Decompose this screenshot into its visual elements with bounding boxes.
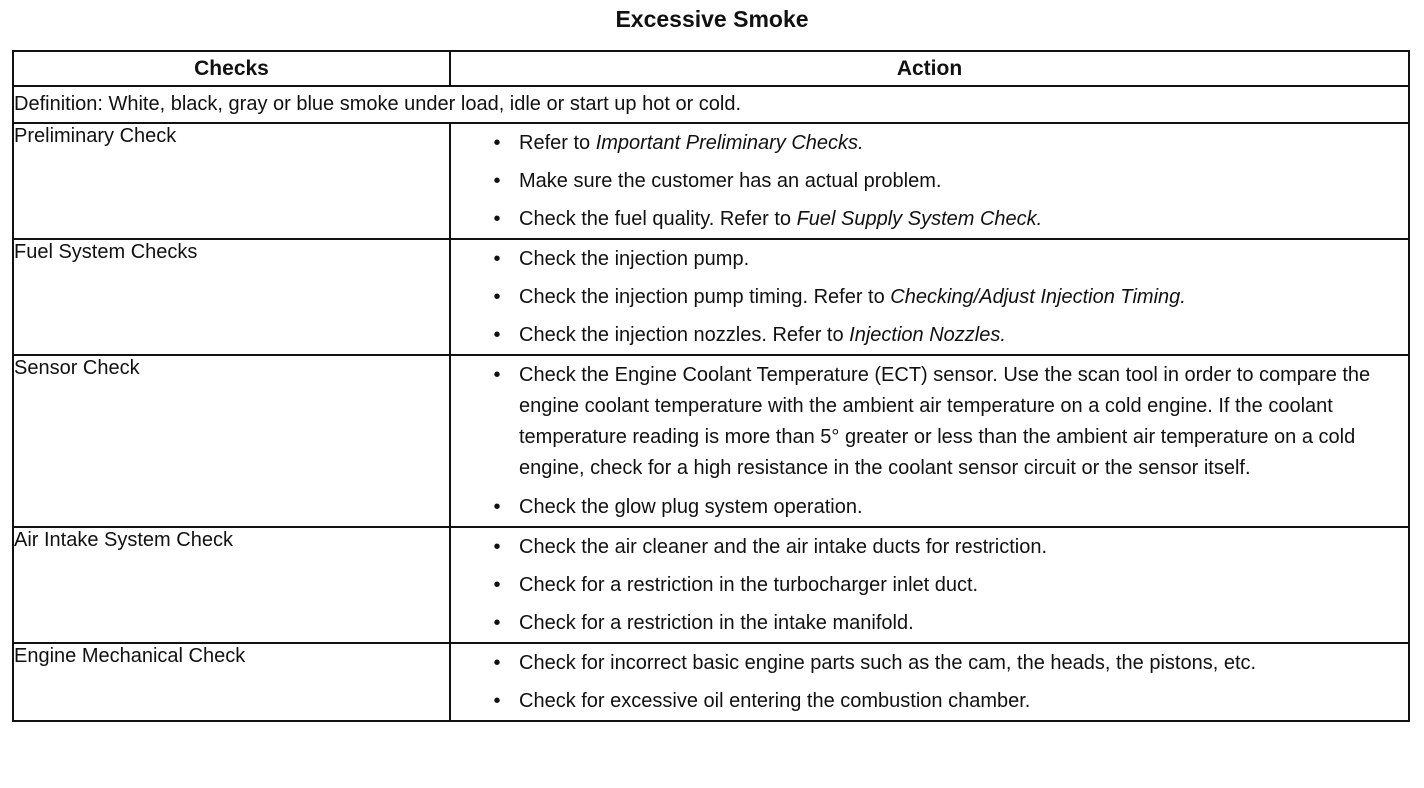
action-text: Check the injection nozzles. Refer to xyxy=(519,324,850,346)
list-item xyxy=(451,608,1394,638)
action-text: Check the glow plug system operation. xyxy=(519,496,863,518)
bullet-icon: • xyxy=(493,170,501,192)
list-item xyxy=(451,128,1394,158)
action-list xyxy=(451,240,1408,350)
definition-row xyxy=(13,86,1409,123)
table-row xyxy=(13,527,1409,643)
bullet-icon: • xyxy=(493,208,501,230)
bullet-icon: • xyxy=(493,652,501,674)
list-item xyxy=(451,492,1394,522)
action-list xyxy=(451,356,1408,522)
table-body xyxy=(13,86,1409,721)
action-list xyxy=(451,644,1408,716)
page-title: Excessive Smoke xyxy=(615,6,809,32)
bullet-icon: • xyxy=(493,612,501,634)
table-row xyxy=(13,239,1409,355)
action-text: Check the Engine Coolant Temperature (ECT) sensor. Use the scan tool in order to compare the engine coolant temperature with the ambient air temperature on a cold engine. If the coolant temperature reading is more than 5° greater or less than the ambient air temperature on a cold engine, check for a high resistance in the coolant sensor circuit or the sensor itself. xyxy=(519,364,1371,479)
bullet-icon: • xyxy=(493,364,501,386)
header-action: Action xyxy=(450,51,1409,86)
check-cell: Air Intake System Check xyxy=(13,527,450,643)
check-cell: Engine Mechanical Check xyxy=(13,643,450,721)
list-item xyxy=(451,648,1394,678)
action-text: Refer to xyxy=(519,132,596,154)
action-text: Make sure the customer has an actual problem. xyxy=(519,170,942,192)
action-text: Check for excessive oil entering the combustion chamber. xyxy=(519,690,1031,712)
bullet-icon: • xyxy=(493,496,501,518)
troubleshooting-table xyxy=(12,50,1410,722)
bullet-icon: • xyxy=(493,324,501,346)
reference-link[interactable]: Injection Nozzles. xyxy=(849,324,1006,346)
bullet-icon: • xyxy=(493,286,501,308)
list-item xyxy=(451,204,1394,234)
action-cell xyxy=(450,527,1409,643)
list-item xyxy=(451,532,1394,562)
header-checks: Checks xyxy=(13,51,450,86)
bullet-icon: • xyxy=(493,248,501,270)
list-item xyxy=(451,686,1394,716)
bullet-icon: • xyxy=(493,574,501,596)
action-cell xyxy=(450,123,1409,239)
bullet-icon: • xyxy=(493,690,501,712)
check-cell: Fuel System Checks xyxy=(13,239,450,355)
action-text: Check for a restriction in the turbocharger inlet duct. xyxy=(519,574,979,596)
table-row xyxy=(13,643,1409,721)
list-item xyxy=(451,244,1394,274)
check-cell: Sensor Check xyxy=(13,355,450,527)
action-text: Check the air cleaner and the air intake ducts for restriction. xyxy=(519,536,1048,558)
action-list xyxy=(451,124,1408,234)
table-row xyxy=(13,355,1409,527)
bullet-icon: • xyxy=(493,132,501,154)
list-item xyxy=(451,320,1394,350)
action-cell xyxy=(450,643,1409,721)
list-item xyxy=(451,166,1394,196)
table-header-row xyxy=(13,51,1409,86)
action-text: Check the fuel quality. Refer to xyxy=(519,208,797,230)
action-text: Check for a restriction in the intake manifold. xyxy=(519,612,914,634)
definition-text: Definition: White, black, gray or blue smoke under load, idle or start up hot or cold. xyxy=(13,86,1409,123)
table-row xyxy=(13,123,1409,239)
reference-link[interactable]: Checking/Adjust Injection Timing. xyxy=(890,286,1186,308)
bullet-icon: • xyxy=(493,536,501,558)
action-text: Check the injection pump. xyxy=(519,248,750,270)
action-list xyxy=(451,528,1408,638)
list-item xyxy=(451,570,1394,600)
action-text: Check the injection pump timing. Refer to xyxy=(519,286,891,308)
list-item xyxy=(451,282,1394,312)
list-item xyxy=(451,360,1394,484)
action-text: Check for incorrect basic engine parts such as the cam, the heads, the pistons, etc. xyxy=(519,652,1257,674)
check-cell: Preliminary Check xyxy=(13,123,450,239)
reference-link[interactable]: Fuel Supply System Check. xyxy=(796,208,1043,230)
reference-link[interactable]: Important Preliminary Checks. xyxy=(595,132,864,154)
action-cell xyxy=(450,239,1409,355)
action-cell xyxy=(450,355,1409,527)
